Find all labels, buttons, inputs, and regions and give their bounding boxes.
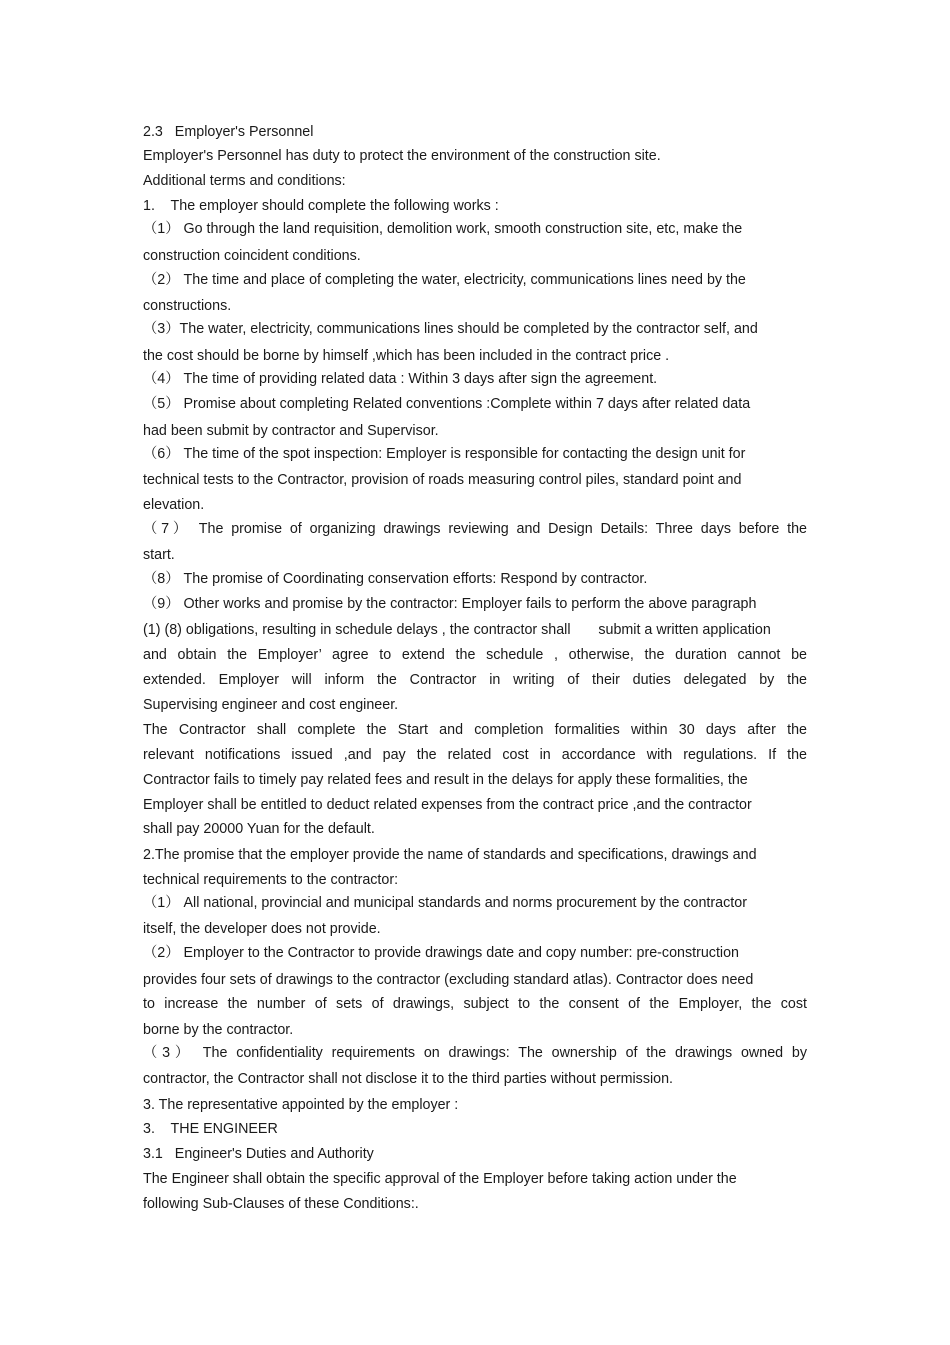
text-line: （2） Employer to the Contractor to provide drawings date and copy number: pre-construction: [143, 945, 740, 961]
text-line: （9） Other works and promise by the contractor: Employer fails to perform the above paragraph: [143, 596, 757, 612]
text-line: The Contractor shall complete the Start and completion formalities within 30 days after the: [143, 722, 807, 738]
text-line: （4） The time of providing related data : Within 3 days after sign the agreement.: [143, 371, 658, 387]
text-line: （6） The time of the spot inspection: Employer is responsible for contacting the design unit for: [143, 446, 746, 462]
text-line: extended. Employer will inform the Contractor in writing of their duties delegated by the: [143, 672, 807, 688]
text-line: provides four sets of drawings to the contractor (excluding standard atlas). Contractor does need: [143, 972, 754, 988]
text-line: Employer shall be entitled to deduct related expenses from the contract price ,and the contractor: [143, 797, 752, 813]
text-line: Contractor fails to timely pay related fees and result in the delays for apply these formalities, the: [143, 772, 748, 788]
text-line: itself, the developer does not provide.: [143, 921, 381, 937]
text-line: following Sub-Clauses of these Conditions:.: [143, 1196, 419, 1212]
text-line: technical requirements to the contractor:: [143, 872, 399, 888]
text-line: （2） The time and place of completing the water, electricity, communications lines need by the: [143, 272, 746, 288]
section-heading: 2.3 Employer's Personnel: [143, 124, 314, 140]
text-line: elevation.: [143, 497, 205, 513]
text-line: Supervising engineer and cost engineer.: [143, 697, 399, 713]
text-line: start.: [143, 547, 175, 563]
text-line: Employer's Personnel has duty to protect the environment of the construction site.: [143, 148, 661, 164]
text-line: borne by the contractor.: [143, 1022, 294, 1038]
text-line: and obtain the Employer’ agree to extend the schedule , otherwise, the duration cannot be: [143, 647, 807, 663]
text-line: construction coincident conditions.: [143, 248, 361, 264]
section-heading: 3. THE ENGINEER: [143, 1121, 278, 1137]
list-item-heading: 1. The employer should complete the following works :: [143, 198, 499, 214]
text-line: （1） All national, provincial and municipal standards and norms procurement by the contractor: [143, 895, 747, 911]
text-line: The Engineer shall obtain the specific approval of the Employer before taking action under the: [143, 1171, 737, 1187]
text-line: Additional terms and conditions:: [143, 173, 346, 189]
text-line: （1） Go through the land requisition, demolition work, smooth construction site, etc, make the: [143, 221, 743, 237]
text-line: contractor, the Contractor shall not disclose it to the third parties without permission.: [143, 1071, 674, 1087]
text-line: （8） The promise of Coordinating conservation efforts: Respond by contractor.: [143, 571, 648, 587]
text-line: (1) (8) obligations, resulting in schedule delays , the contractor shall submit a written application: [143, 622, 771, 638]
text-line: shall pay 20000 Yuan for the default.: [143, 821, 375, 837]
section-heading: 3.1 Engineer's Duties and Authority: [143, 1146, 374, 1162]
text-line: had been submit by contractor and Supervisor.: [143, 423, 439, 439]
text-line: （3）The water, electricity, communications lines should be completed by the contractor self, and: [143, 321, 758, 337]
text-line: constructions.: [143, 298, 232, 314]
text-line: to increase the number of sets of drawings, subject to the consent of the Employer, the cost: [143, 996, 807, 1012]
text-line: （3） The confidentiality requirements on drawings: The ownership of the drawings owned by: [143, 1045, 807, 1061]
list-item-heading: 2.The promise that the employer provide the name of standards and specifications, drawings and: [143, 847, 757, 863]
text-line: the cost should be borne by himself ,which has been included in the contract price .: [143, 348, 670, 364]
list-item-heading: 3. The representative appointed by the employer :: [143, 1097, 459, 1113]
text-line: （7） The promise of organizing drawings reviewing and Design Details: Three days before the: [143, 521, 807, 537]
text-line: technical tests to the Contractor, provision of roads measuring control piles, standard point and: [143, 472, 742, 488]
text-line: （5） Promise about completing Related conventions :Complete within 7 days after related data: [143, 396, 751, 412]
text-line: relevant notifications issued ,and pay the related cost in accordance with regulations. If the: [143, 747, 807, 763]
